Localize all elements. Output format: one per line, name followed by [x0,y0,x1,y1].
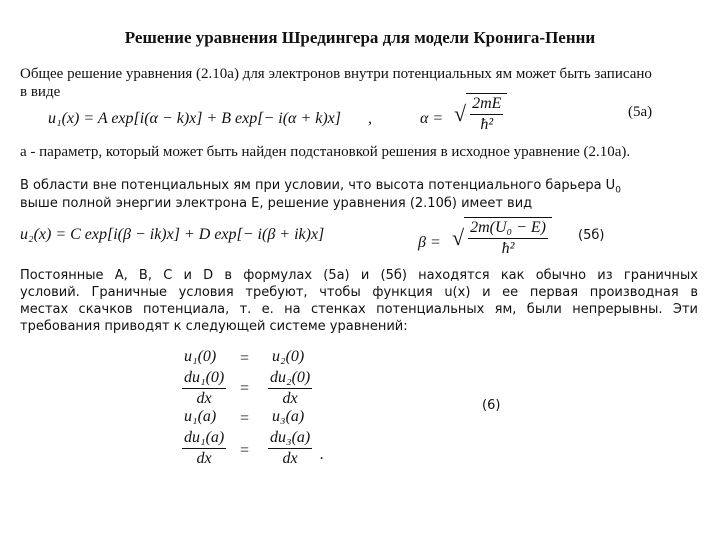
equation-5a-comma: , [368,110,372,127]
eq6-row4-equals: = [240,442,250,459]
eq6-row2-lhs-denominator: dx [196,390,212,407]
eq6-row2-lhs-numerator: du₁(0) [182,368,226,389]
equation-5a-label: (5а) [628,104,653,120]
eq6-period: . [320,446,324,463]
eq6-row3-equals: = [240,410,250,427]
eq6-row4-lhs-denominator: dx [196,450,212,467]
equation-5b-formula: u₂(x) = C exp[i(β − ik)x] + D exp[− i(β + ik)x] [20,226,325,243]
equation-5a-alpha-lhs: α = [420,110,444,127]
eq6-row3-rhs: u₃(a) [272,408,305,425]
equation-5b-beta-numerator: 2m(U₀ − E) [468,218,548,239]
equation-6-label: (6) [482,398,501,413]
eq6-row2-lhs [182,368,226,409]
paragraph-3-line-1: В области вне потенциальных ям при условии, что высота потенциального барьера $U_0$ [20,178,621,196]
eq6-row2-rhs [268,368,312,409]
eq6-row4-lhs [182,428,226,469]
eq6-row1-rhs: u₂(0) [272,348,305,365]
equation-5b-beta-fraction [464,217,552,259]
eq6-row3-lhs: u₁(a) [184,408,217,425]
eq6-row1-equals: = [240,350,250,367]
paragraph-1-line-1: Общее решение уравнения (2.10а) для электронов внутри потенциальных ям может быть записано [20,66,652,82]
eq6-row2-rhs-denominator: dx [282,390,298,407]
equation-5a-alpha-numerator: 2mE [470,94,503,115]
eq6-row4-lhs-numerator: du₁(a) [182,428,226,449]
equation-5b-beta-lhs: β = [418,234,441,251]
paragraph-4-line-2: условий. Граничные условия требуют, чтобы функция u(x) и ее первая производная в [20,285,698,300]
eq6-row1-lhs: u₁(0) [184,348,217,365]
equation-5a-alpha-sqrt: √ $\frac{2mE}{\text{ħ²}}$ [454,93,507,135]
u0-subscript: 0 [615,185,621,196]
paragraph-2: а - параметр, который может быть найден подстановкой решения в исходное уравнение (2.10а). [20,144,631,160]
paragraph-4-line-3: местах скачков потенциала, т. е. на стенках потенциальных ям, были непрерывны. Эти [20,302,698,317]
eq6-row4-rhs [268,428,312,469]
equation-5b-beta-denominator: ħ² [501,240,515,257]
paragraph-3-line-2: выше полной энергии электрона E, решение уравнения (2.10б) имеет вид [20,196,533,211]
equation-5a-alpha-denominator: ħ² [480,116,494,133]
equation-5a-formula: u₁(x) = A exp[i(α − k)x] + B exp[− i(α + k)x] [48,110,341,127]
page-title: Решение уравнения Шредингера для модели Кронига-Пенни [124,28,596,47]
eq6-row2-equals: = [240,380,250,397]
equation-5a-alpha-fraction [466,93,507,135]
equation-5b-beta-sqrt: √ $\frac{\text{2m(U₀ − E)}}{\text{ħ²}}$ [452,217,552,259]
equation-5b-label: (5б) [578,228,605,243]
paragraph-1-line-2: в виде [20,84,61,100]
eq6-row4-rhs-denominator: dx [282,450,298,467]
eq6-row2-rhs-numerator: du₂(0) [268,368,312,389]
paragraph-4-line-4: требования приводят к следующей системе уравнений: [20,319,408,334]
paragraph-4-line-1: Постоянные A, B, C и D в формулах (5а) и (5б) находятся как обычно из граничных [20,268,698,283]
eq6-row4-rhs-numerator: du₃(a) [268,428,312,449]
